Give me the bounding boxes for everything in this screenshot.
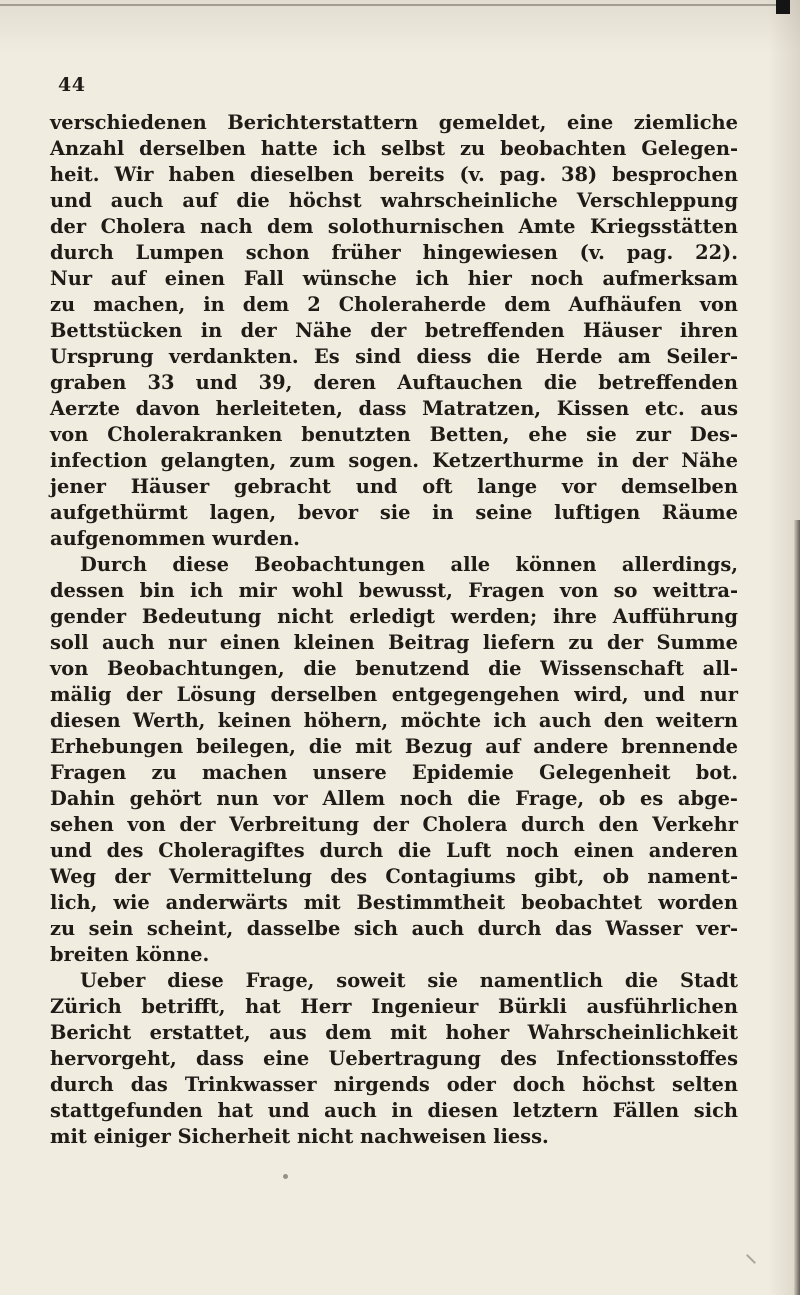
binding-shadow [794,520,800,1295]
page-number: 44 [58,74,86,96]
body-text [50,110,738,1150]
text-line: Bericht erstattet, aus dem mit hoher Wahrscheinlichkeit [50,1021,738,1044]
text-line: Fragen zu machen unsere Epidemie Gelegenheit bot. [50,761,738,784]
text-line: Zürich betrifft, hat Herr Ingenieur Bürkli ausführlichen [50,995,738,1018]
text-line: jener Häuser gebracht und oft lange vor demselben [50,475,738,498]
text-line: heit. Wir haben dieselben bereits (v. pag. 38) besprochen [50,163,738,186]
ink-speck [283,1174,288,1179]
text-line: soll auch nur einen kleinen Beitrag liefern zu der Summe [50,631,738,654]
text-line: diesen Werth, keinen höhern, möchte ich auch den weitern [50,709,738,732]
text-line: mälig der Lösung derselben entgegengehen wird, und nur [50,683,738,706]
text-line: breiten könne. [50,943,210,966]
paragraph-start-line: Durch diese Beobachtungen alle können allerdings, [80,553,738,576]
text-line: lich, wie anderwärts mit Bestimmtheit beobachtet worden [50,891,738,914]
text-line: Weg der Vermittelung des Contagiums gibt, ob nament- [50,865,738,888]
text-line: Erhebungen beilegen, die mit Bezug auf andere brennende [50,735,738,758]
text-line: infection gelangten, zum sogen. Ketzerthurme in der Nähe [50,449,738,472]
text-line: mit einiger Sicherheit nicht nachweisen liess. [50,1125,549,1148]
corner-mark [776,0,790,14]
text-line: Nur auf einen Fall wünsche ich hier noch aufmerksam [50,267,738,290]
text-line: durch Lumpen schon früher hingewiesen (v. pag. 22). [50,241,738,264]
paragraph-start-line: Ueber diese Frage, soweit sie namentlich die Stadt [80,969,738,992]
text-line: von Cholerakranken benutzten Betten, ehe sie zur Des- [50,423,738,446]
text-line: der Cholera nach dem solothurnischen Amte Kriegsstätten [50,215,738,238]
text-line: und des Choleragiftes durch die Luft noch einen anderen [50,839,738,862]
top-edge-rule [0,4,790,6]
text-line: aufgenommen wurden. [50,527,300,550]
text-line: dessen bin ich mir wohl bewusst, Fragen von so weittra- [50,579,738,602]
text-line: verschiedenen Berichterstattern gemeldet, eine ziemliche [50,111,738,134]
text-line: von Beobachtungen, die benutzend die Wissenschaft all- [50,657,738,680]
text-line: zu sein scheint, dasselbe sich auch durch das Wasser ver- [50,917,738,940]
scan-mark [746,1254,756,1264]
text-line: durch das Trinkwasser nirgends oder doch höchst selten [50,1073,738,1096]
text-line: und auch auf die höchst wahrscheinliche Verschleppung [50,189,738,212]
text-line: hervorgeht, dass eine Uebertragung des Infectionsstoffes [50,1047,738,1070]
text-line: Ursprung verdankten. Es sind diess die Herde am Seiler- [50,345,738,368]
text-line: graben 33 und 39, deren Auftauchen die betreffenden [50,371,738,394]
text-line: zu machen, in dem 2 Choleraherde dem Aufhäufen von [50,293,738,316]
text-line: Bettstücken in der Nähe der betreffenden Häuser ihren [50,319,738,342]
text-line: Dahin gehört nun vor Allem noch die Frage, ob es abge- [50,787,738,810]
text-line: aufgethürmt lagen, bevor sie in seine luftigen Räume [50,501,738,524]
text-line: gender Bedeutung nicht erledigt werden; ihre Aufführung [50,605,738,628]
text-line: stattgefunden hat und auch in diesen letztern Fällen sich [50,1099,738,1122]
text-line: sehen von der Verbreitung der Cholera durch den Verkehr [50,813,738,836]
text-line: Aerzte davon herleiteten, dass Matratzen, Kissen etc. aus [50,397,738,420]
text-line: Anzahl derselben hatte ich selbst zu beobachten Gelegen- [50,137,738,160]
